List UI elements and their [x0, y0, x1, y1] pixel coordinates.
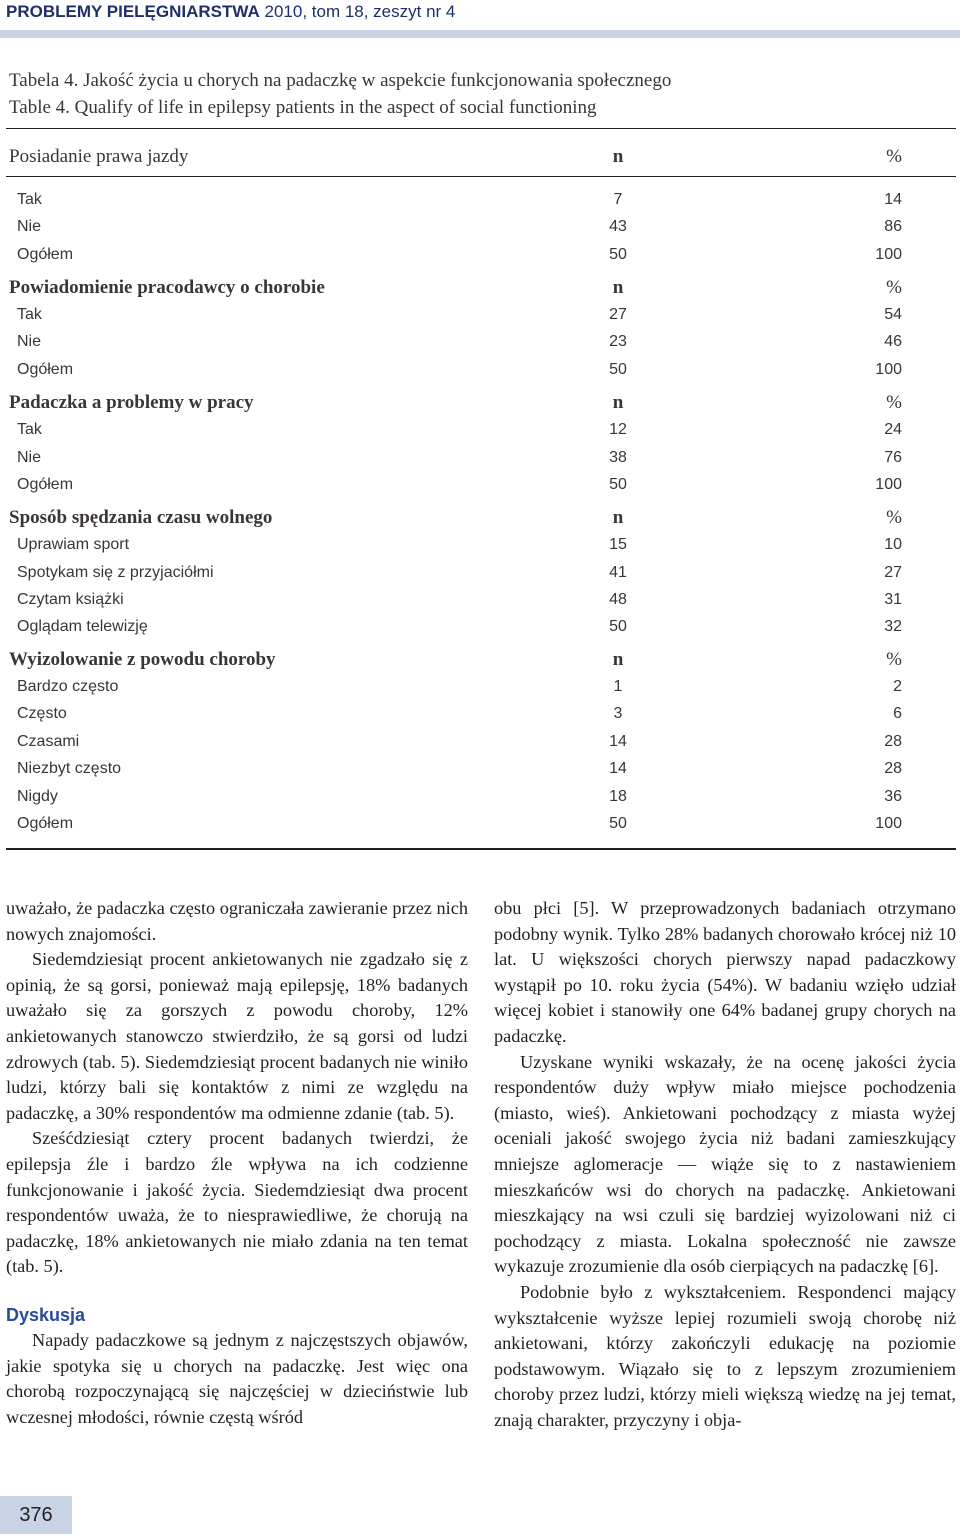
paragraph: Sześćdziesiąt cztery procent badanych twierdzi, że epilepsja źle i bardzo źle wpływa na ich codzienne funkcjonowanie i jakość życia. Siedemdziesiąt dwa procent respondentów uważa, że to niesprawiedliwe, że chorują na padaczkę, 18% ankietowanych nie miało zdania na ten temat (tab. 5). — [6, 1128, 468, 1277]
paragraph: Podobnie było z wykształceniem. Respondenci mający wykształcenie wyższe lepiej rozumieli swoją chorobę niż ankietowani, którzy zakończyli edukację na poziomie podstawowym. Wiązało się to z lepszym zrozumieniem choroby przez ludzi, którzy mieli większą wiedzę na jej temat, znają charakter, przyczyny i obja- — [494, 1281, 956, 1430]
table-caption-en: Table 4. Qualify of life in epilepsy patients in the aspect of social functioning — [9, 97, 597, 118]
table-row — [0, 702, 960, 726]
row-percent: 27 — [884, 564, 902, 581]
row-n: 50 — [609, 815, 627, 832]
row-percent: 28 — [884, 760, 902, 777]
row-label: Czytam książki — [17, 591, 124, 608]
row-label: Tak — [17, 421, 42, 438]
paragraph: Uzyskane wyniki wskazały, że na ocenę jakości życia respondentów duży wpływ miało miejsce pochodzenia (miasto, wieś). Ankietowani pochodzący z miasta wyżej oceniali jakość swojego życia niż badani zamieszkujący mniejsze aglomeracje — wiąże się to z nastawieniem mieszkańców wsi do chorych na padaczkę. Ankietowani mieszkający na wsi czuli się bardziej wyizolowani niż ci pochodzący z miasta. Lokalna społeczność nie zawsze wykazuje zrozumienie dla osób cierpiących na padaczkę [6]. — [494, 1051, 956, 1277]
table-row — [0, 243, 960, 267]
table-row — [0, 303, 960, 327]
row-label: Ogółem — [17, 361, 74, 378]
row-percent: % — [886, 507, 902, 528]
row-label: Bardzo często — [17, 678, 119, 695]
row-percent: 86 — [884, 218, 902, 235]
row-percent: 100 — [875, 815, 902, 832]
table-rule — [6, 128, 956, 129]
row-percent: 10 — [884, 536, 902, 553]
row-n: 18 — [609, 788, 627, 805]
row-percent: 46 — [884, 333, 902, 350]
table-rule — [6, 848, 956, 850]
row-percent: % — [886, 146, 902, 167]
row-n: 12 — [609, 421, 627, 438]
table-row — [0, 675, 960, 699]
row-label: Uprawiam sport — [17, 536, 130, 553]
table-row — [0, 812, 960, 836]
paragraph: uważało, że padaczka często ograniczała zawieranie przez nich nowych znajomości. — [6, 898, 468, 944]
table-row — [0, 785, 960, 809]
row-n: n — [612, 277, 624, 298]
row-label: Często — [17, 705, 67, 722]
row-percent: % — [886, 649, 902, 670]
row-n: n — [612, 507, 624, 528]
paragraph: Napady padaczkowe są jednym z najczęstszych objawów, jakie spotyka się u chorych na padaczkę. Jest więc ona chorobą rozpoczynającą się najczęściej w dzieciństwie lub wczesnej młodości, równie częstą wśród — [6, 1329, 468, 1427]
row-label: Oglądam telewizję — [17, 618, 148, 635]
row-percent: 54 — [884, 306, 902, 323]
text-column-right — [494, 896, 956, 1433]
section-header-row — [0, 391, 960, 415]
row-label: Posiadanie prawa jazdy — [9, 146, 189, 167]
row-n: 50 — [609, 476, 627, 493]
row-percent: 6 — [893, 705, 902, 722]
table-row — [0, 561, 960, 585]
row-percent: 28 — [884, 733, 902, 750]
row-percent: 32 — [884, 618, 902, 635]
row-label: Powiadomienie pracodawcy o chorobie — [9, 277, 325, 298]
row-n: 50 — [609, 618, 627, 635]
table-row — [0, 446, 960, 470]
row-n: 3 — [613, 705, 623, 722]
journal-title: PROBLEMY PIELĘGNIARSTWA — [6, 2, 260, 21]
table-row — [0, 757, 960, 781]
row-n: 48 — [609, 591, 627, 608]
table-row — [0, 533, 960, 557]
row-percent: % — [886, 277, 902, 298]
text-column-left — [6, 896, 468, 1430]
row-label: Czasami — [17, 733, 80, 750]
row-percent: 14 — [884, 191, 902, 208]
section-header-row — [0, 145, 960, 169]
table-row — [0, 418, 960, 442]
row-n: 14 — [609, 733, 627, 750]
row-n: 14 — [609, 760, 627, 777]
section-header-row — [0, 506, 960, 530]
row-percent: 100 — [875, 246, 902, 263]
row-label: Nigdy — [17, 788, 58, 805]
row-label: Sposób spędzania czasu wolnego — [9, 507, 273, 528]
table-caption-pl: Tabela 4. Jakość życia u chorych na padaczkę w aspekcie funkcjonowania społecznego — [9, 70, 672, 91]
row-label: Ogółem — [17, 476, 74, 493]
row-label: Ogółem — [17, 246, 74, 263]
row-percent: 2 — [893, 678, 902, 695]
row-label: Nie — [17, 449, 42, 466]
row-label: Ogółem — [17, 815, 74, 832]
table-row — [0, 188, 960, 212]
row-label: Nie — [17, 218, 42, 235]
row-n: 41 — [609, 564, 627, 581]
row-n: 23 — [609, 333, 627, 350]
row-label: Wyizolowanie z powodu choroby — [9, 649, 276, 670]
page-number: 376 — [0, 1496, 72, 1534]
row-label: Nie — [17, 333, 42, 350]
row-n: n — [612, 146, 624, 167]
table-row — [0, 730, 960, 754]
row-label: Niezbyt często — [17, 760, 122, 777]
journal-header — [6, 2, 455, 22]
table-row — [0, 615, 960, 639]
row-label: Padaczka a problemy w pracy — [9, 392, 254, 413]
row-n: 38 — [609, 449, 627, 466]
row-label: Tak — [17, 306, 42, 323]
row-percent: 100 — [875, 361, 902, 378]
table-row — [0, 215, 960, 239]
row-n: 15 — [609, 536, 627, 553]
section-header-row — [0, 648, 960, 672]
section-header-row — [0, 276, 960, 300]
row-label: Tak — [17, 191, 42, 208]
row-percent: 24 — [884, 421, 902, 438]
row-n: n — [612, 649, 624, 670]
row-n: 27 — [609, 306, 627, 323]
table-row — [0, 358, 960, 382]
header-band — [0, 30, 960, 38]
row-percent: 76 — [884, 449, 902, 466]
row-percent: 31 — [884, 591, 902, 608]
table-row — [0, 330, 960, 354]
row-percent: 100 — [875, 476, 902, 493]
row-n: n — [612, 392, 624, 413]
row-n: 7 — [613, 191, 623, 208]
journal-issue: 2010, tom 18, zeszyt nr 4 — [264, 2, 456, 21]
table-row — [0, 473, 960, 497]
row-n: 43 — [609, 218, 627, 235]
paragraph: obu płci [5]. W przeprowadzonych badaniach otrzymano podobny wynik. Tylko 28% badanych chorowało krócej niż 10 lat. U większości chorych pierwszy napad padaczkowy wystąpił po 10. roku życia (54%). W badaniu wzięło udział więcej kobiet i stanowiły one 64% badanej grupy chorych na padaczkę. — [494, 898, 956, 1046]
table-rule — [6, 176, 956, 177]
row-n: 50 — [609, 246, 627, 263]
table-row — [0, 588, 960, 612]
section-heading-dyskusja: Dyskusja — [6, 1304, 86, 1325]
row-label: Spotykam się z przyjaciółmi — [17, 564, 214, 581]
paragraph: Siedemdziesiąt procent ankietowanych nie zgadzało się z opinią, że są gorsi, ponieważ mają epilepsję, 18% badanych uważało się za gorszych z powodu choroby, 12% ankietowanych stanowczo stwierdziło, że są gorsi od ludzi zdrowych (tab. 5). Siedemdziesiąt procent badanych nie winiło ludzi, którzy bali się kontaktów z nimi ze względu na padaczkę, a 30% respondentów ma odmienne zdanie (tab. 5). — [6, 949, 468, 1123]
row-n: 1 — [613, 678, 623, 695]
row-percent: % — [886, 392, 902, 413]
row-n: 50 — [609, 361, 627, 378]
row-percent: 36 — [884, 788, 902, 805]
